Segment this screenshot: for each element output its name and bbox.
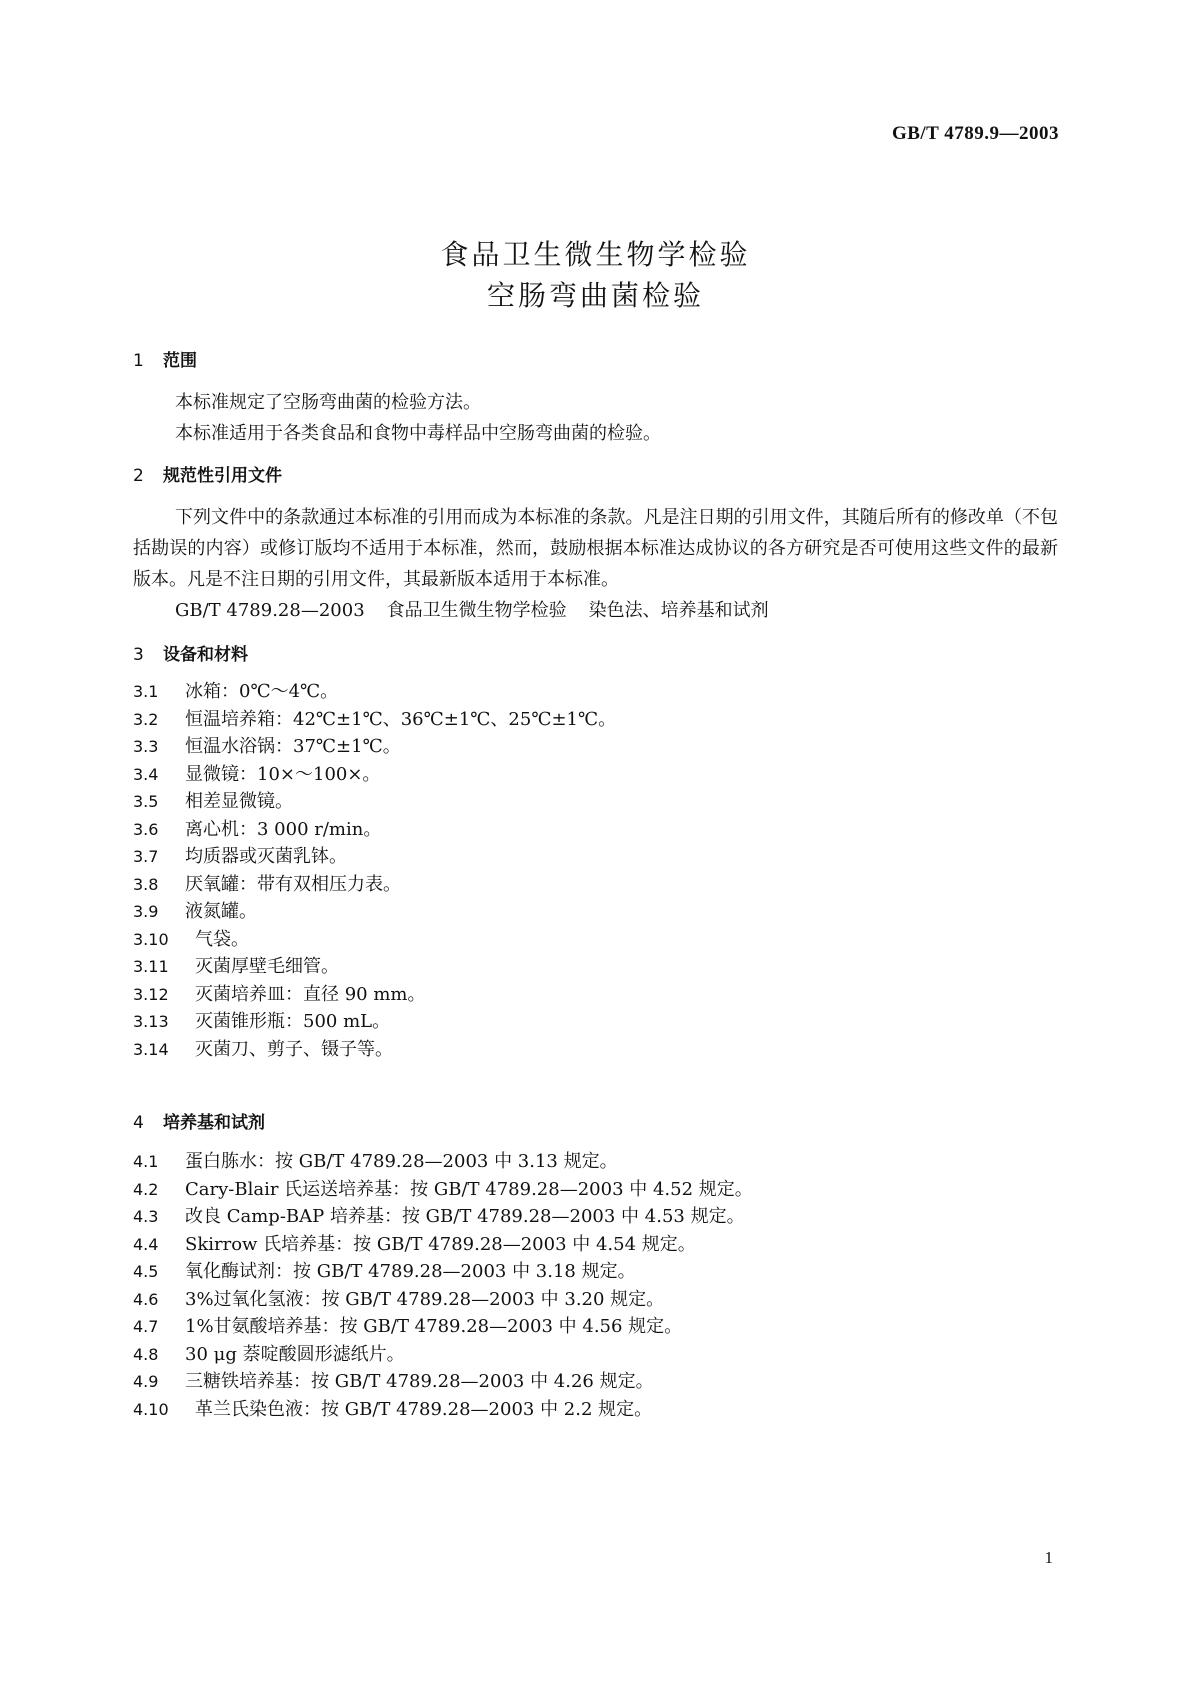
item-text: 相差显微镜。 bbox=[185, 791, 293, 812]
reference-entry bbox=[175, 596, 769, 622]
equipment-item bbox=[133, 760, 380, 786]
reference-subtitle: 染色法、培养基和试剂 bbox=[588, 600, 769, 621]
item-text: 液氮罐。 bbox=[185, 901, 257, 922]
item-number: 3.11 bbox=[133, 957, 169, 976]
item-number: 4.4 bbox=[133, 1234, 159, 1254]
equipment-item bbox=[133, 870, 401, 896]
item-number: 4.7 bbox=[133, 1317, 159, 1336]
item-number: 4.8 bbox=[133, 1344, 159, 1364]
item-number: 3.7 bbox=[133, 847, 159, 866]
section-number: 1 bbox=[133, 351, 144, 371]
item-number: 4.1 bbox=[133, 1152, 159, 1171]
equipment-item bbox=[133, 1007, 390, 1033]
item-text: 冰箱：0℃～4℃。 bbox=[185, 681, 339, 702]
item-text: 革兰氏染色液：按 GB/T 4789.28—2003 中 2.2 规定。 bbox=[195, 1398, 653, 1420]
item-text: 均质器或灭菌乳钵。 bbox=[185, 846, 347, 867]
item-number: 4.2 bbox=[133, 1179, 159, 1199]
reagent-item bbox=[133, 1340, 405, 1366]
section-1-heading bbox=[133, 346, 197, 371]
section-number: 2 bbox=[133, 466, 144, 486]
section-number: 4 bbox=[133, 1113, 144, 1133]
reagent-item bbox=[133, 1395, 652, 1421]
item-text: Cary-Blair 氏运送培养基：按 GB/T 4789.28—2003 中 4.52 规定。 bbox=[185, 1178, 753, 1200]
scope-line-2: 本标准适用于各类食品和食物中毒样品中空肠弯曲菌的检验。 bbox=[175, 423, 661, 444]
reagent-item bbox=[133, 1147, 618, 1173]
equipment-item bbox=[133, 897, 257, 923]
item-number: 3.6 bbox=[133, 819, 159, 839]
equipment-item bbox=[133, 732, 401, 758]
item-text: 3%过氧化氢液：按 GB/T 4789.28—2003 中 3.20 规定。 bbox=[185, 1288, 665, 1310]
item-text: 厌氧罐：带有双相压力表。 bbox=[185, 873, 401, 895]
reagent-item bbox=[133, 1367, 654, 1393]
scope-line-1: 本标准规定了空肠弯曲菌的检验方法。 bbox=[175, 392, 481, 413]
item-text: 改良 Camp-BAP 培养基：按 GB/T 4789.28—2003 中 4.53 规定。 bbox=[185, 1206, 745, 1227]
item-text: 灭菌刀、剪子、镊子等。 bbox=[195, 1038, 393, 1060]
equipment-item bbox=[133, 705, 616, 731]
equipment-item bbox=[133, 980, 425, 1006]
item-text: 1%甘氨酸培养基：按 GB/T 4789.28—2003 中 4.56 规定。 bbox=[185, 1316, 683, 1337]
item-text: 离心机：3 000 r/min。 bbox=[185, 818, 382, 840]
item-text: 灭菌厚壁毛细管。 bbox=[195, 956, 339, 977]
section-3-heading bbox=[133, 640, 248, 665]
reference-title: 食品卫生微生物学检验 bbox=[386, 600, 567, 621]
item-text: 蛋白胨水：按 GB/T 4789.28—2003 中 3.13 规定。 bbox=[185, 1151, 618, 1172]
item-number: 3.1 bbox=[133, 682, 159, 701]
section-2-heading bbox=[133, 461, 282, 486]
title-line-2: 空肠弯曲菌检验 bbox=[486, 279, 704, 312]
item-number: 4.10 bbox=[133, 1399, 169, 1419]
item-text: 三糖铁培养基：按 GB/T 4789.28—2003 中 4.26 规定。 bbox=[185, 1371, 654, 1392]
reagent-item bbox=[133, 1230, 696, 1256]
item-text: 灭菌培养皿：直径 90 mm。 bbox=[195, 983, 426, 1005]
reagent-item bbox=[133, 1312, 682, 1338]
equipment-item bbox=[133, 925, 249, 951]
item-text: Skirrow 氏培养基：按 GB/T 4789.28—2003 中 4.54 规定。 bbox=[185, 1233, 696, 1255]
item-text: 氧化酶试剂：按 GB/T 4789.28—2003 中 3.18 规定。 bbox=[185, 1261, 636, 1282]
item-text: 灭菌锥形瓶：500 mL。 bbox=[195, 1011, 391, 1032]
item-number: 3.4 bbox=[133, 764, 159, 784]
standard-code: GB/T 4789.9—2003 bbox=[891, 123, 1059, 144]
item-text: 恒温培养箱：42℃±1℃、36℃±1℃、25℃±1℃。 bbox=[185, 708, 617, 730]
reagent-item bbox=[133, 1257, 636, 1283]
item-number: 3.12 bbox=[133, 984, 169, 1004]
normative-references-paragraph: 下列文件中的条款通过本标准的引用而成为本标准的条款。凡是注日期的引用文件，其随后所有的修改单（不包括勘误的内容）或修订版均不适用于本标准，然而，鼓励根据本标准达成协议的各方研究是否可使用这些文件的最新版本。凡是不注日期的引用文件，其最新版本适用于本标准。 bbox=[133, 507, 1058, 590]
item-number: 4.5 bbox=[133, 1262, 159, 1281]
item-text: 30 μg 萘啶酸圆形滤纸片。 bbox=[185, 1343, 405, 1365]
page-number: 1 bbox=[1044, 1548, 1053, 1567]
item-number: 3.9 bbox=[133, 902, 159, 921]
item-number: 4.9 bbox=[133, 1372, 159, 1391]
item-number: 3.5 bbox=[133, 792, 159, 811]
item-text: 气袋。 bbox=[195, 928, 249, 950]
title-line-1: 食品卫生微生物学检验 bbox=[440, 238, 751, 271]
equipment-item bbox=[133, 952, 339, 978]
equipment-item bbox=[133, 677, 338, 703]
item-number: 4.6 bbox=[133, 1289, 159, 1309]
item-text: 恒温水浴锅：37℃±1℃。 bbox=[185, 736, 401, 757]
item-number: 3.8 bbox=[133, 874, 159, 894]
item-number: 3.14 bbox=[133, 1039, 169, 1059]
section-title: 设备和材料 bbox=[163, 645, 248, 665]
equipment-item bbox=[133, 842, 347, 868]
reagent-item bbox=[133, 1202, 745, 1228]
item-text: 显微镜：10×～100×。 bbox=[185, 763, 381, 785]
equipment-item bbox=[133, 1035, 393, 1061]
reagent-item bbox=[133, 1175, 753, 1201]
section-number: 3 bbox=[133, 645, 144, 665]
item-number: 3.10 bbox=[133, 929, 169, 949]
item-number: 3.3 bbox=[133, 737, 159, 756]
reagent-item bbox=[133, 1285, 664, 1311]
section-title: 规范性引用文件 bbox=[163, 466, 282, 486]
section-4-heading bbox=[133, 1108, 265, 1133]
reference-code: GB/T 4789.28—2003 bbox=[175, 600, 365, 621]
item-number: 3.2 bbox=[133, 709, 159, 729]
equipment-item bbox=[133, 815, 381, 841]
section-title: 范围 bbox=[163, 351, 197, 371]
section-title: 培养基和试剂 bbox=[163, 1113, 265, 1133]
item-number: 3.13 bbox=[133, 1012, 169, 1031]
equipment-item bbox=[133, 787, 293, 813]
item-number: 4.3 bbox=[133, 1207, 159, 1226]
